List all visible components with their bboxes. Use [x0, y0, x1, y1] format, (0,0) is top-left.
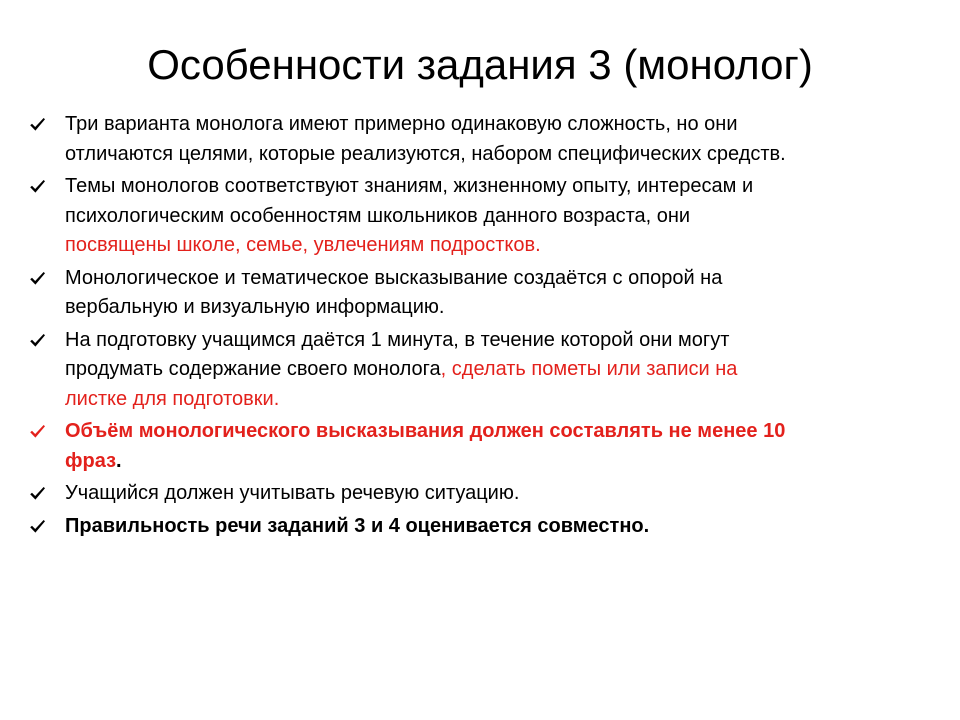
- checkmark-icon: [29, 271, 46, 286]
- bullet-text: вербальную и визуальную информацию.: [65, 296, 445, 318]
- bullet-item: [0, 417, 960, 476]
- bullet-line: [0, 140, 960, 170]
- bullet-line: [0, 479, 960, 509]
- bullet-text: фраз: [65, 449, 117, 472]
- bullet-item: [0, 110, 960, 169]
- bullet-item: [0, 172, 960, 261]
- bullet-text: , сделать пометы или записи на: [440, 358, 738, 380]
- bullet-text: .: [116, 449, 122, 472]
- bullet-line: [0, 293, 960, 323]
- bullet-line: [0, 447, 960, 477]
- bullet-text: психологическим особенностям школьников данного возраста, они: [65, 204, 691, 227]
- checkmark-icon: [29, 486, 46, 501]
- bullet-line: [0, 264, 960, 294]
- bullet-text: посвящены школе, семье, увлечениям подростков.: [65, 234, 541, 256]
- bullet-list: [0, 110, 960, 541]
- bullet-line: [0, 231, 960, 261]
- bullet-line: [0, 355, 960, 385]
- bullet-text: отличаются целями, которые реализуются, набором специфических средств.: [65, 142, 786, 165]
- bullet-text: Монологическое и тематическое высказывание создаётся с опорой на: [65, 266, 723, 289]
- bullet-line: [0, 172, 960, 202]
- bullet-text: Объём монологического высказывания должен составлять не менее 10: [65, 420, 786, 442]
- bullet-text: Три варианта монолога имеют примерно одинаковую сложность, но они: [65, 113, 738, 135]
- bullet-line: [0, 385, 960, 415]
- bullet-line: [0, 417, 960, 447]
- bullet-text: продумать содержание своего монолога: [65, 358, 441, 380]
- bullet-item: [0, 326, 960, 415]
- checkmark-icon: [29, 179, 46, 194]
- bullet-text: Учащийся должен учитывать речевую ситуацию.: [65, 482, 520, 504]
- checkmark-icon: [29, 333, 46, 348]
- bullet-line: [0, 110, 960, 140]
- bullet-text: листке для подготовки.: [65, 387, 280, 410]
- bullet-line: [0, 326, 960, 356]
- bullet-text: На подготовку учащимся даётся 1 минута, в течение которой они могут: [65, 328, 730, 351]
- bullet-text: Темы монологов соответствуют знаниям, жизненному опыту, интересам и: [65, 175, 754, 197]
- checkmark-icon: [29, 519, 46, 534]
- bullet-item: [0, 512, 960, 542]
- bullet-line: [0, 512, 960, 542]
- bullet-line: [0, 202, 960, 232]
- bullet-text: Правильность речи заданий 3 и 4 оценивается совместно.: [65, 514, 650, 537]
- bullet-item: [0, 264, 960, 323]
- bullet-item: [0, 479, 960, 509]
- checkmark-icon: [29, 117, 46, 132]
- checkmark-icon: [29, 424, 46, 439]
- slide-title: Особенности задания 3 (монолог): [147, 41, 813, 88]
